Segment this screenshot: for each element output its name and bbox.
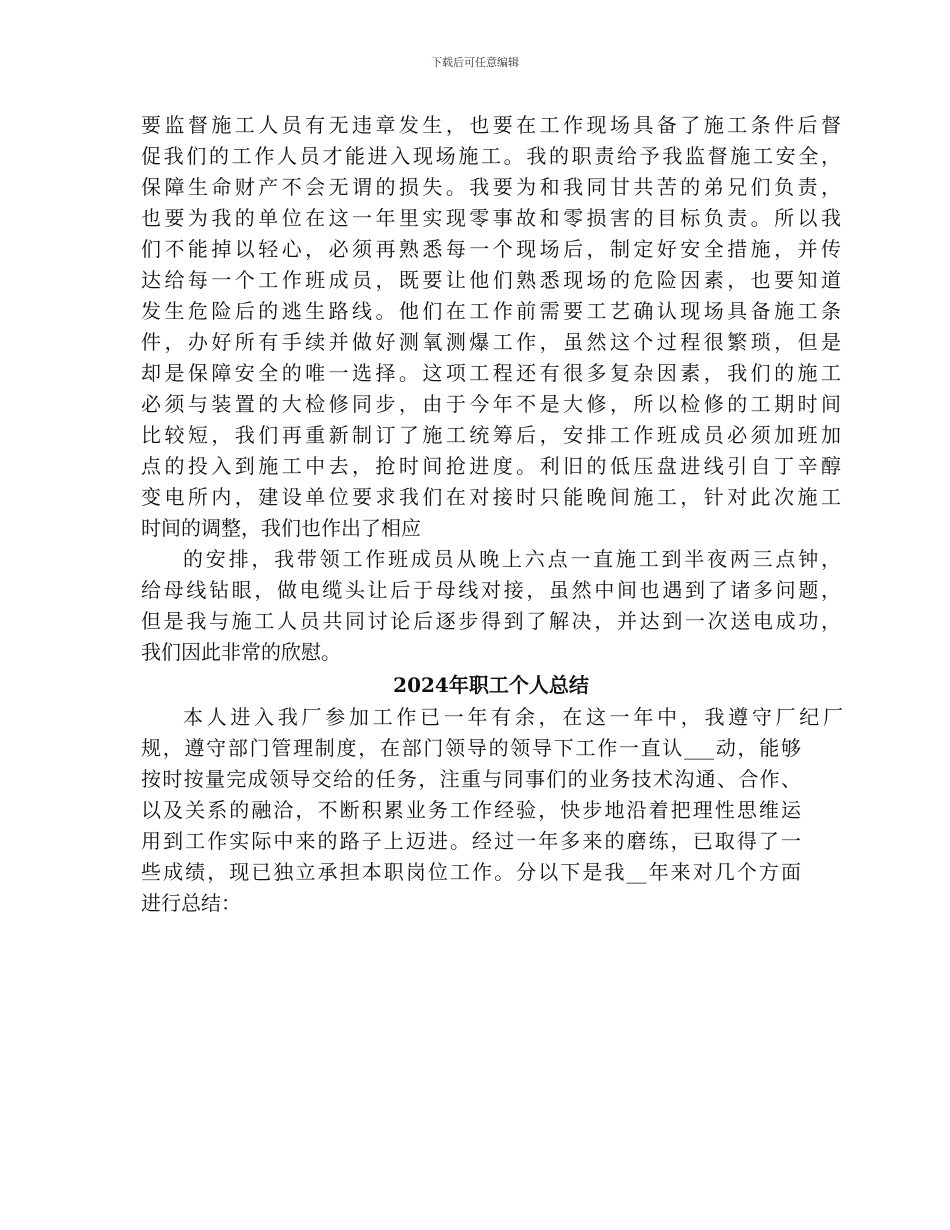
- page-header: 下载后可任意编辑: [431, 56, 519, 69]
- text-line: 规，遵守部门管理制度，在部门领导的领导下工作一直认___动，能够: [141, 736, 801, 760]
- text-line: 以及关系的融洽，不断积累业务工作经验，快步地沿着把理性思维运: [141, 798, 801, 822]
- text-line: 但是我与施工人员共同讨论后逐步得到了解决，并达到一次送电成功，: [141, 609, 841, 633]
- text-line: 保障生命财产不会无谓的损失。我要为和我同甘共苦的弟兄们负责，: [141, 175, 841, 199]
- text-line: 给母线钻眼，做电缆头让后于母线对接，虽然中间也遇到了诸多问题，: [141, 578, 841, 602]
- text-line: 促我们的工作人员才能进入现场施工。我的职责给予我监督施工安全，: [141, 144, 841, 168]
- text-line: 件，办好所有手续并做好测氧测爆工作，虽然这个过程很繁琐，但是: [141, 330, 841, 354]
- text-line: 我们因此非常的欣慰。: [141, 640, 341, 664]
- text-line: 要监督施工人员有无违章发生，也要在工作现场具备了施工条件后督: [141, 113, 841, 137]
- text-line: 点的投入到施工中去，抢时间抢进度。利旧的低压盘进线引自丁辛醇: [141, 454, 841, 478]
- text-line: 也要为我的单位在这一年里实现零事故和零损害的目标负责。所以我: [141, 206, 841, 230]
- text-line: 达给每一个工作班成员，既要让他们熟悉现场的危险因素，也要知道: [141, 268, 841, 292]
- text-line: 变电所内，建设单位要求我们在对接时只能晚间施工，针对此次施工: [141, 485, 841, 509]
- text-line: 本人进入我厂参加工作已一年有余，在这一年中，我遵守厂纪厂: [183, 705, 843, 729]
- text-line: 按时按量完成领导交给的任务，注重与同事们的业务技术沟通、合作、: [141, 767, 801, 791]
- paragraph-continued: [141, 110, 841, 544]
- text-line: 却是保障安全的唯一选择。这项工程还有很多复杂因素，我们的施工: [141, 361, 841, 385]
- section-title: 2024年职工个人总结: [393, 673, 589, 697]
- text-line: 些成绩，现已独立承担本职岗位工作。分以下是我__年来对几个方面: [141, 860, 801, 884]
- text-line: 进行总结：: [141, 891, 241, 915]
- paragraph-summary: [141, 702, 841, 919]
- text-line: 比较短，我们再重新制订了施工统筹后，安排工作班成员必须加班加: [141, 423, 841, 447]
- paragraph-arrangement: [141, 544, 841, 668]
- text-line: 的安排，我带领工作班成员从晚上六点一直施工到半夜两三点钟，: [183, 547, 841, 571]
- text-line: 必须与装置的大检修同步，由于今年不是大修，所以检修的工期时间: [141, 392, 841, 416]
- text-line: 发生危险后的逃生路线。他们在工作前需要工艺确认现场具备施工条: [141, 299, 841, 323]
- text-line: 们不能掉以轻心，必须再熟悉每一个现场后，制定好安全措施，并传: [141, 237, 841, 261]
- text-line: 用到工作实际中来的路子上迈进。经过一年多来的磨练，已取得了一: [141, 829, 801, 853]
- text-line: 时间的调整，我们也作出了相应: [141, 516, 421, 540]
- document-body: [141, 110, 841, 919]
